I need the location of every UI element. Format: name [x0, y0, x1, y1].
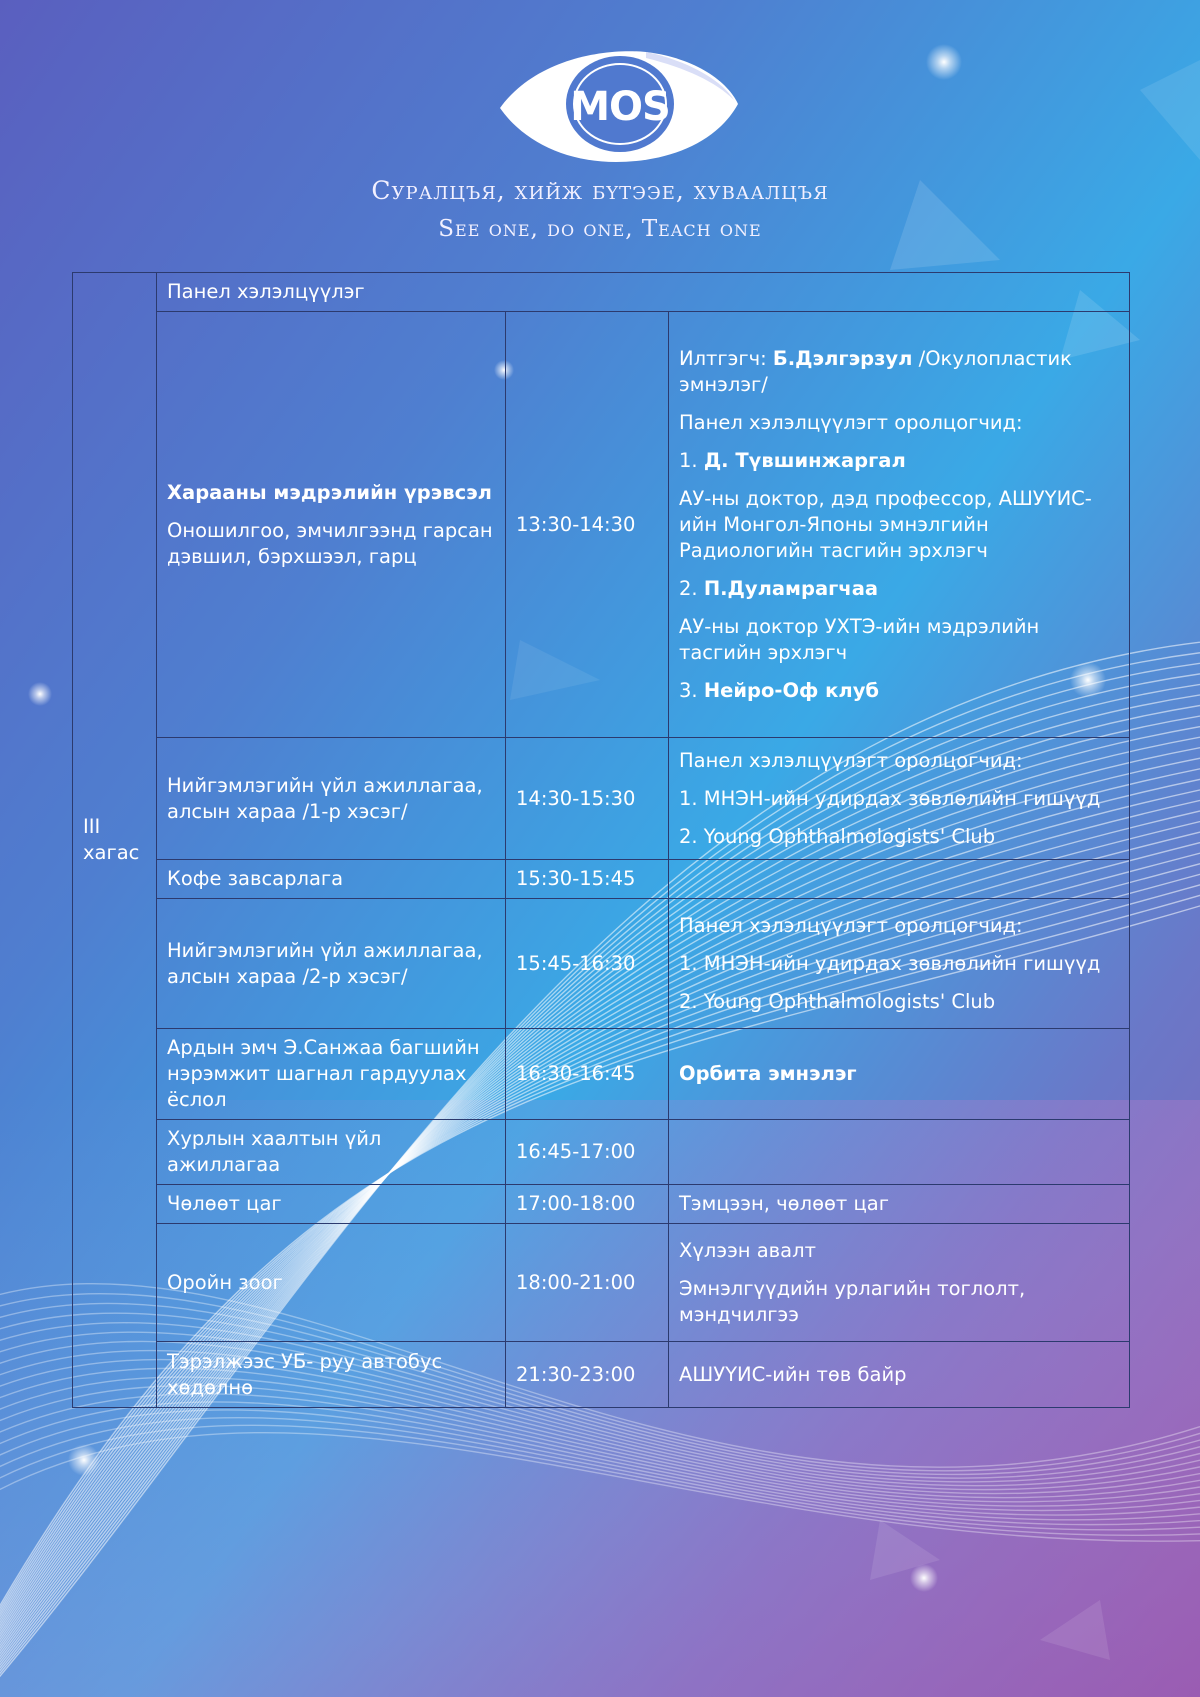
topic-title: Харааны мэдрэлийн үрэвсэл [167, 480, 492, 504]
svg-text:MOS: MOS [570, 84, 670, 130]
participant-name: Д. Түвшинжаргал [703, 448, 906, 472]
participants-label: Панел хэлэлцүүлэгт оролцогчид: [679, 748, 1023, 772]
participant-item: 1. МНЭН-ийн удирдах зөвлөлийн гишүүд [679, 951, 1101, 975]
table-row [73, 273, 1130, 312]
details-cell: АШУҮИС-ийн төв байр [669, 1342, 1130, 1408]
time-cell: 16:30-16:45 [506, 1029, 669, 1120]
table-row [73, 312, 1130, 738]
participant-1-description: АУ-ны доктор, дэд профессор, АШУҮИС-ийн Монгол-Японы эмнэлгийн Радиологийн тасгийн эрхлэгч [679, 486, 1092, 562]
topic-cell: Тэрэлжээс УБ- руу автобус хөдөлнө [157, 1342, 506, 1408]
details-cell: Орбита эмнэлэг [669, 1029, 1130, 1120]
details-cell [669, 899, 1130, 1029]
details-cell [669, 1120, 1130, 1185]
topic-cell [157, 312, 506, 738]
participant-2-description: АУ-ны доктор УХТЭ-ийн мэдрэлийн тасгийн эрхлэгч [679, 614, 1040, 664]
time-cell: 15:45-16:30 [506, 899, 669, 1029]
time-cell: 14:30-15:30 [506, 738, 669, 860]
topic-cell: Хурлын хаалтын үйл ажиллагаа [157, 1120, 506, 1185]
table-row [73, 1224, 1130, 1342]
time-cell: 17:00-18:00 [506, 1185, 669, 1224]
table-row [73, 1029, 1130, 1120]
participant-3 [679, 678, 1119, 704]
details-cell [669, 860, 1130, 899]
details-cell: Тэмцээн, чөлөөт цаг [669, 1185, 1130, 1224]
topic-subtitle: Оношилгоо, эмчилгээнд гарсан дэвшил, бэрхшээл, гарц [167, 518, 493, 568]
topic-cell: Оройн зоог [157, 1224, 506, 1342]
topic-cell: Кофе завсарлага [157, 860, 506, 899]
details-line: Хүлээн авалт [679, 1238, 816, 1262]
time-cell: 15:30-15:45 [506, 860, 669, 899]
moderator-name: Б.Дэлгэрзул [772, 346, 913, 370]
time-cell: 18:00-21:00 [506, 1224, 669, 1342]
participant-number: 2. [679, 576, 704, 600]
participant-2 [679, 576, 1119, 602]
participant-name: Нейро-Оф клуб [703, 678, 880, 702]
table-row [73, 738, 1130, 860]
details-cell [669, 738, 1130, 860]
table-row [73, 1185, 1130, 1224]
participants-label: Панел хэлэлцүүлэгт оролцогчид: [679, 913, 1023, 937]
topic-cell: Нийгэмлэгийн үйл ажиллагаа, алсын хараа /2-р хэсэг/ [157, 899, 506, 1029]
mos-logo [496, 46, 740, 164]
participant-item: 2. Young Ophthalmologists' Club [679, 824, 996, 848]
moderator-prefix: Илтгэгч: [679, 346, 773, 370]
table-row [73, 1342, 1130, 1408]
tagline-mongolian: Суралцъя, хийж бүтээе, хуваалцъя [371, 176, 829, 205]
table-row [73, 899, 1130, 1029]
moderator-affiliation: /Окулопластик эмнэлэг/ [679, 346, 1072, 396]
table-row [73, 1120, 1130, 1185]
schedule-table [72, 272, 1130, 1408]
panel-header: Панел хэлэлцүүлэг [157, 273, 1130, 312]
time-cell: 21:30-23:00 [506, 1342, 669, 1408]
participant-item: 1. МНЭН-ийн удирдах зөвлөлийн гишүүд [679, 786, 1101, 810]
details-line: Эмнэлгүүдийн урлагийн тоглолт, мэндчилгээ [679, 1276, 1026, 1326]
topic-cell: Чөлөөт цаг [157, 1185, 506, 1224]
participant-name: П.Дуламрагчаа [703, 576, 879, 600]
time-cell: 13:30-14:30 [506, 312, 669, 738]
time-cell: 16:45-17:00 [506, 1120, 669, 1185]
participant-item: 2. Young Ophthalmologists' Club [679, 989, 996, 1013]
tagline-english: See one, do one, Teach one [438, 216, 762, 242]
section-label: III хагас [73, 273, 157, 1408]
participants-label: Панел хэлэлцүүлэгт оролцогчид: [679, 410, 1023, 434]
table-row [73, 860, 1130, 899]
topic-cell: Ардын эмч Э.Санжаа багшийн нэрэмжит шагнал гардуулах ёслол [157, 1029, 506, 1120]
moderator-line [679, 346, 1119, 398]
participant-1 [679, 448, 1119, 474]
details-cell [669, 312, 1130, 738]
topic-cell: Нийгэмлэгийн үйл ажиллагаа, алсын хараа /1-р хэсэг/ [157, 738, 506, 860]
participant-number: 3. [679, 678, 704, 702]
participant-number: 1. [679, 448, 704, 472]
details-cell [669, 1224, 1130, 1342]
